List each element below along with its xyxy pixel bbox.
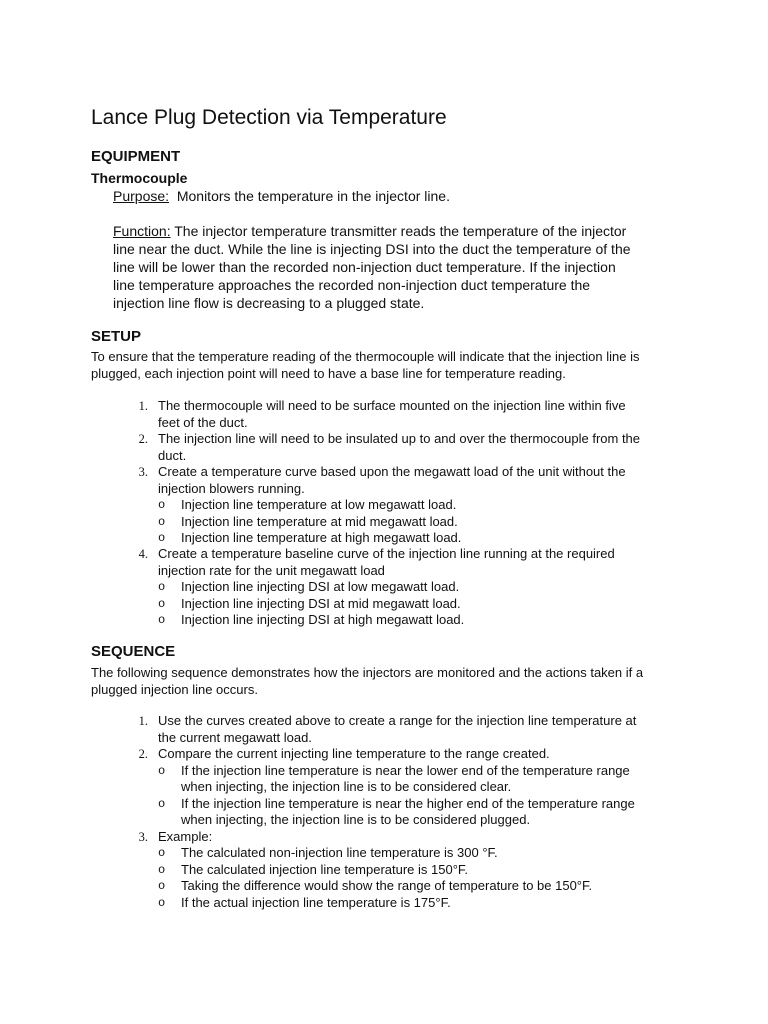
sub-item — [0, 862, 768, 879]
sub-item-text: The calculated non-injection line temperature is 300 °F. — [181, 845, 498, 860]
bullet-icon: o — [158, 613, 166, 627]
step-number: 1. — [138, 714, 148, 728]
setup-heading: SETUP — [91, 328, 142, 345]
sequence-step — [0, 829, 768, 912]
sub-item — [0, 530, 768, 547]
sequence-step — [0, 746, 768, 829]
sub-item — [0, 845, 768, 862]
function-line: The injector temperature transmitter reads the temperature of the injector — [174, 223, 627, 239]
bullet-icon: o — [158, 514, 166, 529]
bullet-icon: o — [158, 862, 166, 877]
function-line: line will be lower than the recorded non-injection duct temperature. If the injection — [113, 259, 616, 275]
sub-item — [0, 878, 768, 895]
purpose-paragraph — [113, 187, 450, 205]
function-label: Function: — [113, 223, 171, 239]
sub-item-text: Injection line injecting DSI at high megawatt load. — [181, 612, 465, 627]
sub-item-text: Injection line temperature at high megawatt load. — [181, 530, 462, 545]
sequence-step-list — [0, 713, 768, 911]
thermocouple-subheading: Thermocouple — [91, 170, 188, 186]
function-line: line temperature approaches the recorded non-injection duct temperature the — [113, 277, 591, 293]
step-number: 2. — [138, 432, 148, 446]
setup-step — [0, 464, 768, 546]
sub-item-text: If the actual injection line temperature is 175°F. — [181, 894, 451, 910]
setup-step — [0, 398, 768, 431]
step-text: Create a temperature curve based upon the megawatt load of the unit without the — [158, 464, 626, 479]
step-text: injection rate for the unit megawatt load — [158, 562, 385, 578]
step-number: 2. — [138, 747, 148, 761]
sub-item-text: The calculated injection line temperature is 150°F. — [181, 861, 469, 877]
step-number: 3. — [138, 465, 148, 479]
bullet-icon: o — [158, 763, 166, 778]
purpose-label: Purpose: — [113, 188, 170, 204]
step-text: feet of the duct. — [158, 414, 248, 430]
sequence-intro-line: plugged injection line occurs. — [91, 681, 258, 697]
sub-item-text: Taking the difference would show the range of temperature to be 150°F. — [181, 878, 593, 893]
bullet-icon: o — [158, 846, 166, 860]
sequence-intro — [91, 665, 691, 698]
step-text: injection blowers running. — [158, 480, 305, 496]
sub-item-text: Injection line injecting DSI at low megawatt load. — [181, 579, 460, 594]
sub-item-text: Injection line temperature at mid megawatt load. — [181, 513, 458, 529]
sub-item — [0, 895, 768, 912]
sub-item — [0, 579, 768, 596]
bullet-icon: o — [158, 498, 166, 512]
sub-item-text: If the injection line temperature is near the lower end of the temperature range — [181, 762, 630, 778]
purpose-text: Monitors the temperature in the injector line. — [176, 188, 450, 204]
step-text: Use the curves created above to create a range for the injection line temperature at — [158, 713, 637, 728]
document-title: Lance Plug Detection via Temperature — [91, 106, 447, 129]
setup-step — [0, 431, 768, 464]
sequence-intro-line: The following sequence demonstrates how the injectors are monitored and the actions taken if a — [91, 665, 644, 680]
sub-item — [0, 796, 768, 829]
step-number: 3. — [138, 829, 148, 844]
sub-item — [0, 497, 768, 514]
step-number: 1. — [138, 399, 148, 413]
setup-intro-line: plugged, each injection point will need to have a base line for temperature reading. — [91, 365, 566, 381]
sequence-heading: SEQUENCE — [91, 643, 176, 660]
step-text: Compare the current injecting line temperature to the range created. — [158, 746, 550, 761]
bullet-icon: o — [158, 879, 166, 893]
bullet-icon: o — [158, 531, 166, 545]
setup-intro-line: To ensure that the temperature reading of the thermocouple will indicate that the injection line is — [91, 349, 640, 364]
step-text: Create a temperature baseline curve of the injection line running at the required — [158, 546, 615, 561]
sub-item-text: Injection line temperature at low megawatt load. — [181, 497, 457, 512]
step-number: 4. — [138, 547, 148, 561]
step-text: duct. — [158, 447, 187, 463]
function-line: injection line flow is decreasing to a plugged state. — [113, 295, 425, 311]
sub-item — [0, 596, 768, 613]
function-line: line near the duct. While the line is injecting DSI into the duct the temperature of the — [113, 241, 631, 257]
sub-item-text: when injecting, the injection line is to be considered clear. — [181, 779, 512, 794]
sub-item-text: when injecting, the injection line is to be considered plugged. — [181, 812, 531, 827]
bullet-icon: o — [158, 596, 166, 611]
function-paragraph — [113, 222, 693, 312]
step-text: the current megawatt load. — [158, 729, 312, 745]
sub-item — [0, 612, 768, 629]
bullet-icon: o — [158, 895, 166, 910]
setup-step-list — [0, 398, 768, 628]
sub-item-text: Injection line injecting DSI at mid megawatt load. — [181, 595, 461, 611]
sub-item — [0, 763, 768, 796]
setup-step — [0, 546, 768, 628]
bullet-icon: o — [158, 580, 166, 594]
step-text: The injection line will need to be insulated up to and over the thermocouple from the — [158, 431, 641, 446]
sub-item — [0, 514, 768, 531]
setup-intro — [91, 349, 691, 382]
sequence-step — [0, 713, 768, 746]
step-text: The thermocouple will need to be surface mounted on the injection line within five — [158, 398, 626, 413]
sub-item-text: If the injection line temperature is near the higher end of the temperature range — [181, 795, 635, 811]
step-text: Example: — [158, 828, 213, 844]
equipment-heading: EQUIPMENT — [91, 148, 181, 165]
bullet-icon: o — [158, 796, 166, 811]
